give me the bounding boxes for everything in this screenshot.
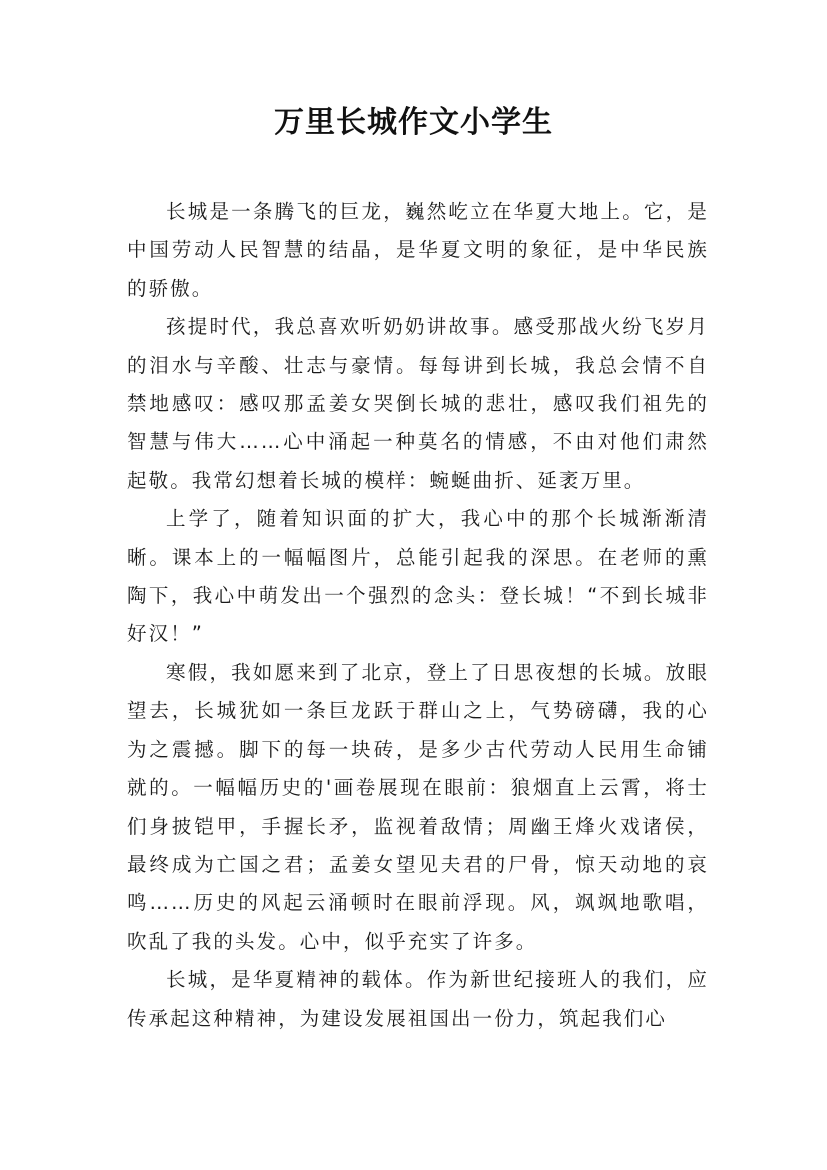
document-title: 万里长城作文小学生 xyxy=(274,105,553,140)
paragraph-4: 寒假，我如愿来到了北京，登上了日思夜想的长城。放眼望去，长城犹如一条巨龙跃于群山之上，气势磅礴，我的心为之震撼。脚下的每一块砖，是多少古代劳动人民用生命铺就的。一幅幅历史的'画卷展现在眼前：狼烟直上云霄，将士们身披铠甲，手握长矛，监视着敌情；周幽王烽火戏诸侯，最终成为亡国之君；孟姜女望见夫君的尸骨，惊天动地的哀鸣……历史的风起云涌顿时在眼前浮现。风，飒飒地歌唱，吹乱了我的头发。心中，似乎充实了许多。 xyxy=(127,660,709,953)
document-body xyxy=(127,193,709,1038)
paragraph-3: 上学了，随着知识面的扩大，我心中的那个长城渐渐清晰。课本上的一幅幅图片，总能引起我的深思。在老师的熏陶下，我心中萌发出一个强烈的念头：登长城！“不到长城非好汉！” xyxy=(127,507,709,646)
paragraph-1: 长城是一条腾飞的巨龙，巍然屹立在华夏大地上。它，是中国劳动人民智慧的结晶，是华夏文明的象征，是中华民族的骄傲。 xyxy=(127,200,709,300)
paragraph-2: 孩提时代，我总喜欢听奶奶讲故事。感受那战火纷飞岁月的泪水与辛酸、壮志与豪情。每每讲到长城，我总会情不自禁地感叹：感叹那孟姜女哭倒长城的悲壮，感叹我们祖先的智慧与伟大……心中涌起一种莫名的情感，不由对他们肃然起敬。我常幻想着长城的模样：蜿蜒曲折、延袤万里。 xyxy=(127,315,709,492)
paragraph-5: 长城，是华夏精神的载体。作为新世纪接班人的我们，应传承起这种精神，为建设发展祖国出一份力，筑起我们心 xyxy=(127,968,709,1030)
